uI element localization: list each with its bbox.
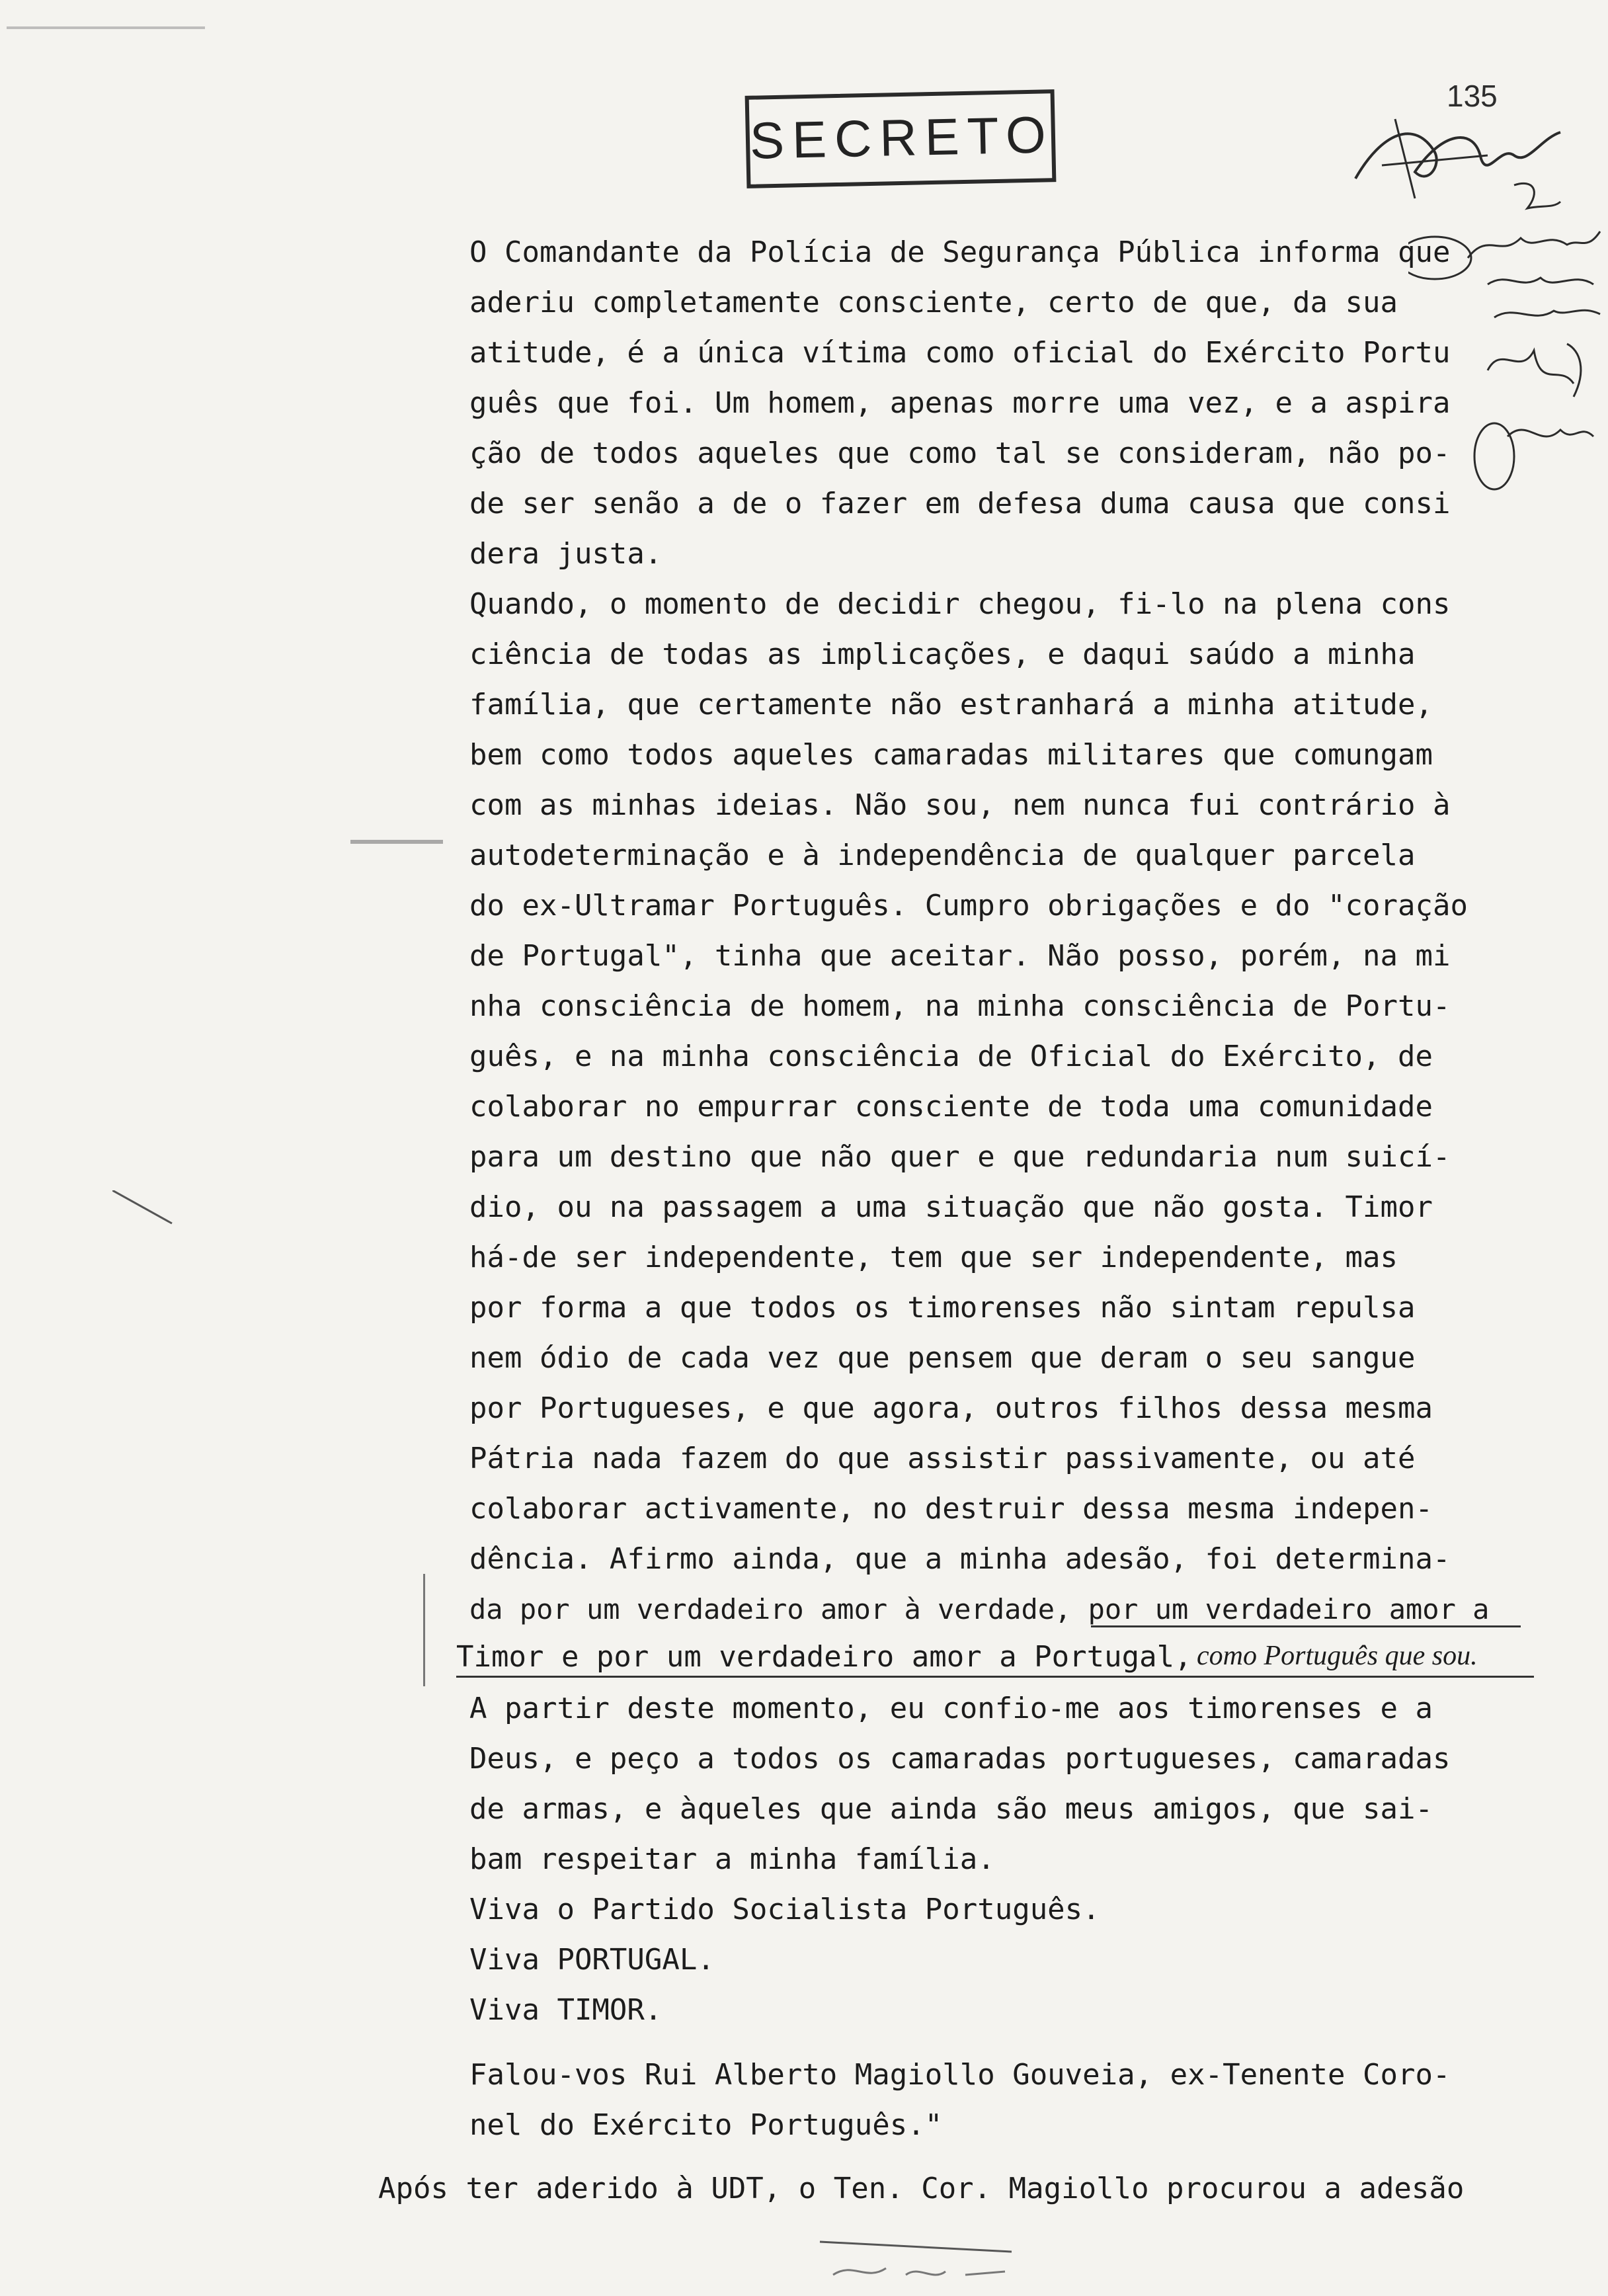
text-line: Timor e por um verdadeiro amor a Portugal,: [456, 1640, 1192, 1674]
text-line: A partir deste momento, eu confio-me aos timorenses e a: [469, 1692, 1433, 1725]
signoff-line: Falou-vos Rui Alberto Magiollo Gouveia, ex-Tenente Coro-: [469, 2058, 1451, 2092]
scan-mark-top-left: [7, 26, 205, 29]
text-line: nha consciência de homem, na minha consciência de Portu-: [469, 989, 1451, 1023]
text-line: guês, e na minha consciência de Oficial do Exército, de: [469, 1040, 1433, 1073]
page-number: 135: [1447, 79, 1498, 113]
text-line: de Portugal", tinha que aceitar. Não posso, porém, na mi: [469, 939, 1451, 973]
text-line: por Portugueses, e que agora, outros filhos dessa mesma: [469, 1391, 1433, 1425]
text-line: guês que foi. Um homem, apenas morre uma vez, e a aspira: [469, 386, 1451, 420]
text-line: ciência de todas as implicações, e daqui saúdo a minha: [469, 637, 1416, 671]
text-line: Viva TIMOR.: [469, 1993, 663, 2027]
text-line: família, que certamente não estranhará a minha atitude,: [469, 688, 1433, 721]
secret-stamp: [745, 89, 1057, 188]
handwritten-initials-top: [1342, 93, 1593, 225]
text-line: Deus, e peço a todos os camaradas portugueses, camaradas: [469, 1742, 1451, 1776]
text-line: aderiu completamente consciente, certo de que, da sua: [469, 286, 1398, 319]
text-line: bam respeitar a minha família.: [469, 1842, 995, 1876]
text-line: atitude, é a única vítima como oficial do Exército Portu: [469, 336, 1451, 370]
text-line: Viva PORTUGAL.: [469, 1943, 715, 1977]
text-line: dência. Afirmo ainda, que a minha adesão, foi determina-: [469, 1542, 1451, 1576]
text-line: dio, ou na passagem a uma situação que não gosta. Timor: [469, 1190, 1433, 1224]
text-line: Quando, o momento de decidir chegou, fi-lo na plena cons: [469, 587, 1451, 621]
underline-mark: [1091, 1625, 1521, 1627]
bracket-mark: [423, 1574, 425, 1686]
text-line: Pátria nada fazem do que assistir passivamente, ou até: [469, 1442, 1416, 1475]
text-line: ção de todos aqueles que como tal se consideram, não po-: [469, 436, 1451, 470]
scan-mark-bottom: [813, 2235, 1025, 2291]
text-line: colaborar activamente, no destruir dessa mesma indepen-: [469, 1492, 1433, 1526]
text-line: autodeterminação e à independência de qualquer parcela: [469, 839, 1416, 872]
handwritten-insert: como Português que sou.: [1197, 1641, 1478, 1671]
text-line: O Comandante da Polícia de Segurança Pública informa que: [469, 235, 1451, 269]
text-line: para um destino que não quer e que redundaria num suicí-: [469, 1140, 1451, 1174]
signoff-line: nel do Exército Português.": [469, 2108, 943, 2142]
text-line: bem como todos aqueles camaradas militares que comungam: [469, 738, 1433, 772]
text-line: da por um verdadeiro amor à verdade, por um verdadeiro amor a: [469, 1593, 1490, 1625]
text-line: nem ódio de cada vez que pensem que deram o seu sangue: [469, 1341, 1416, 1375]
scan-mark-left: [350, 840, 443, 844]
scan-mark-diagonal: [112, 1190, 179, 1233]
text-line: Viva o Partido Socialista Português.: [469, 1893, 1100, 1926]
underline-mark: [456, 1676, 1534, 1678]
text-line: dera justa.: [469, 537, 663, 571]
final-line: Após ter aderido à UDT, o Ten. Cor. Magiollo procurou a adesão: [378, 2172, 1465, 2205]
text-line: com as minhas ideias. Não sou, nem nunca fui contrário à: [469, 788, 1451, 822]
text-line: colaborar no empurrar consciente de toda uma comunidade: [469, 1090, 1433, 1124]
text-line: do ex-Ultramar Português. Cumpro obrigações e do "coração: [469, 889, 1468, 922]
text-line: de ser senão a de o fazer em defesa duma causa que consi: [469, 487, 1451, 520]
stamp-label: SECRETO: [749, 105, 1055, 170]
text-line: de armas, e àqueles que ainda são meus amigos, que sai-: [469, 1792, 1433, 1826]
text-line: há-de ser independente, tem que ser independente, mas: [469, 1241, 1398, 1274]
text-line: por forma a que todos os timorenses não sintam repulsa: [469, 1291, 1416, 1325]
